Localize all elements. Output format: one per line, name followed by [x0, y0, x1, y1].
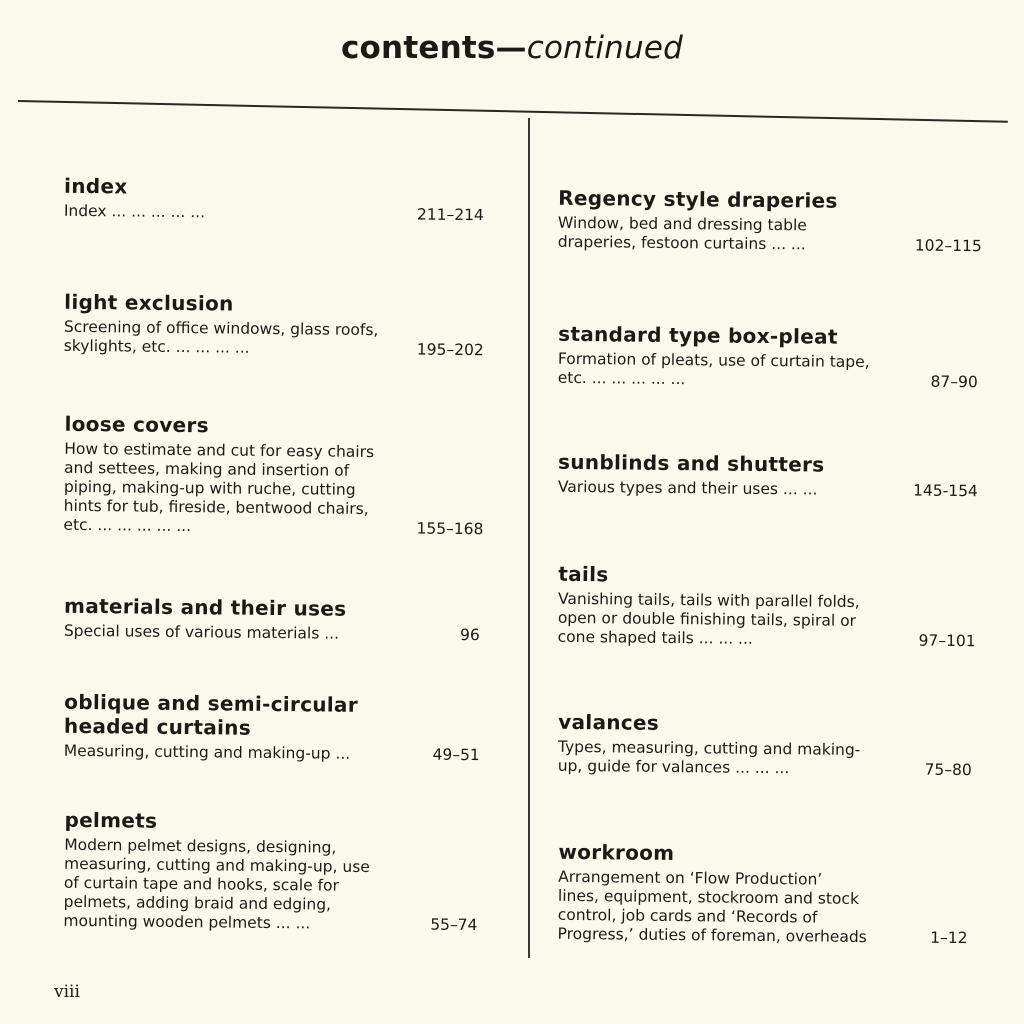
entry-heading: index [64, 173, 128, 199]
toc-entry-workroom [557, 840, 978, 948]
column-divider [528, 118, 530, 958]
toc-entry-loose-covers [63, 412, 484, 539]
entry-heading: oblique and semi-circular headed curtains [63, 689, 359, 740]
toc-entry-materials [64, 594, 484, 645]
entry-pages: 155–168 [416, 519, 484, 539]
title-continued: continued [526, 30, 683, 66]
entry-pages: 97–101 [918, 631, 976, 651]
entry-heading: standard type box-pleat [558, 321, 838, 349]
entry-heading: Regency style draperies [558, 185, 838, 213]
entry-pages: 87–90 [930, 372, 978, 392]
entry-heading: materials and their uses [64, 593, 347, 621]
toc-entry-light-exclusion [64, 290, 485, 360]
entry-pages: 75–80 [924, 760, 972, 780]
page-number: viii [54, 982, 80, 1002]
toc-entry-oblique-curtains [64, 690, 485, 765]
entry-description: How to estimate and cut for easy chairs and settees, making and insertion of piping, making-up with ruche, cutting hints for tub, fireside, bentwood chairs, etc. ... ... ... ... ... [63, 439, 375, 536]
entry-description: Modern pelmet designs, designing, measuring, cutting and making-up, use of curtain tape and hooks, scale for pelmets, adding braid and edging, mounting wooden pelmets ... ... [63, 835, 370, 933]
entry-description: Vanishing tails, tails with parallel folds, open or double finishing tails, spiral or cone shaped tails ... ... ... [557, 589, 860, 648]
entry-heading: workroom [558, 839, 675, 866]
entry-description: Screening of office windows, glass roofs, skylights, etc. ... ... ... ... [63, 317, 379, 357]
entry-pages: 96 [460, 625, 480, 645]
entry-pages: 55–74 [430, 915, 478, 935]
entry-pages: 49–51 [432, 745, 480, 765]
toc-entry-regency-draperies [557, 185, 982, 256]
toc-entry-index [64, 174, 484, 225]
entry-description: Types, measuring, cutting and making- up, guide for valances ... ... ... [557, 737, 861, 778]
entry-pages: 145-154 [912, 481, 978, 501]
entry-pages: 1–12 [930, 928, 968, 948]
entry-description: Measuring, cutting and making-up ... [63, 741, 351, 763]
title-dash: — [495, 30, 527, 66]
entry-description: Window, bed and dressing table draperies, festoon curtains ... ... [557, 213, 807, 254]
toc-entry-tails [558, 562, 979, 651]
entry-pages: 211–214 [416, 205, 484, 225]
entry-description: Arrangement on ‘Flow Production’ lines, equipment, stockroom and stock control, job cards and ‘Records of Progress,’ duties of foreman, overheads [557, 867, 867, 947]
entry-description: Various types and their uses ... ... [557, 477, 818, 499]
entry-heading: loose covers [64, 411, 209, 438]
entry-heading: light exclusion [64, 289, 234, 316]
toc-entry-sunblinds [558, 450, 978, 501]
entry-description: Index ... ... ... ... ... [63, 201, 206, 222]
entry-description: Special uses of various materials ... [63, 621, 340, 643]
page-title [0, 30, 1024, 66]
entry-heading: valances [558, 709, 660, 735]
entry-pages: 195–202 [416, 340, 484, 360]
entry-pages: 102–115 [914, 236, 982, 256]
header-rule [18, 100, 1008, 123]
entry-description: Formation of pleats, use of curtain tape, etc. ... ... ... ... ... [557, 349, 870, 389]
toc-entry-valances [558, 710, 979, 780]
entry-heading: sunblinds and shutters [558, 449, 825, 477]
entry-heading: pelmets [64, 807, 158, 833]
toc-entry-box-pleat [558, 322, 979, 392]
toc-entry-pelmets [63, 808, 484, 935]
entry-heading: tails [558, 561, 609, 587]
title-main: contents [340, 30, 496, 66]
